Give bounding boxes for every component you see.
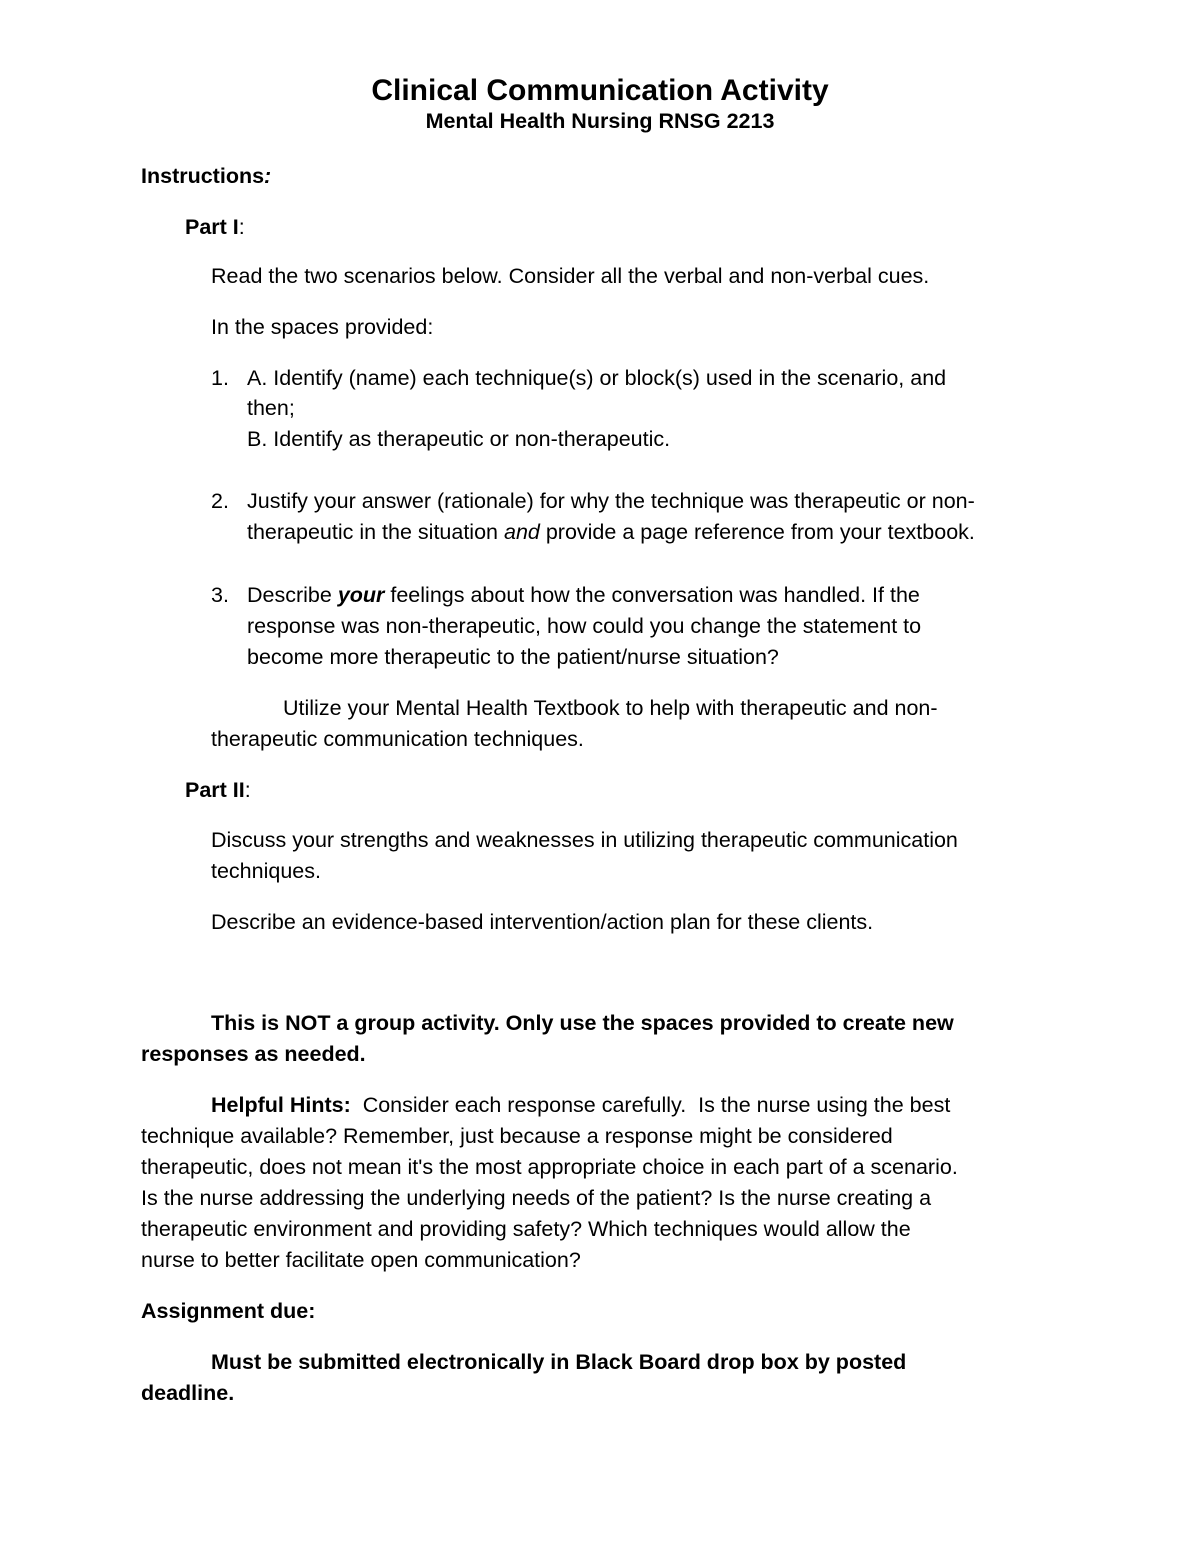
list-item-text: become more therapeutic to the patient/nurse situation? [247, 645, 779, 669]
list-item-number: 3. [211, 583, 229, 607]
hints-text: therapeutic, does not mean it's the most appropriate choice in each part of a scenario. [141, 1155, 958, 1179]
part2-label: Part II: [185, 778, 251, 802]
notice-text: responses as needed. [141, 1042, 366, 1066]
list-item-text: Describe your feelings about how the conversation was handled. If the [247, 583, 920, 607]
page-title: Clinical Communication Activity [371, 74, 829, 107]
part1-spaces: In the spaces provided: [211, 315, 434, 339]
list-item-text: B. Identify as therapeutic or non-therapeutic. [247, 427, 671, 451]
list-item-text: Justify your answer (rationale) for why the technique was therapeutic or non- [247, 489, 975, 513]
part1-label: Part I: [185, 215, 245, 239]
part2-discuss: Discuss your strengths and weaknesses in utilizing therapeutic communication [211, 828, 958, 852]
list-item-number: 2. [211, 489, 229, 513]
utilize-text: therapeutic communication techniques. [211, 727, 584, 751]
list-item-text: then; [247, 396, 295, 420]
list-item-text: response was non-therapeutic, how could you change the statement to [247, 614, 922, 638]
hints-text: therapeutic environment and providing safety? Which techniques would allow the [141, 1217, 911, 1241]
part2-describe: Describe an evidence-based intervention/action plan for these clients. [211, 910, 874, 934]
due-text: Must be submitted electronically in Black Board drop box by posted [211, 1350, 907, 1374]
due-text: deadline. [141, 1381, 235, 1405]
hints-text: Is the nurse addressing the underlying needs of the patient? Is the nurse creating a [141, 1186, 932, 1210]
due-heading: Assignment due: [141, 1299, 316, 1323]
notice-text: This is NOT a group activity. Only use the spaces provided to create new [211, 1011, 954, 1035]
hints-text: nurse to better facilitate open communication? [141, 1248, 581, 1272]
hints-text: Helpful Hints: Consider each response carefully. Is the nurse using the best [211, 1093, 951, 1117]
part1-intro: Read the two scenarios below. Consider all the verbal and non-verbal cues. [211, 264, 930, 288]
part2-discuss: techniques. [211, 859, 321, 883]
instructions-heading: Instructions: [141, 164, 272, 188]
page-subtitle: Mental Health Nursing RNSG 2213 [425, 109, 775, 133]
utilize-text: Utilize your Mental Health Textbook to help with therapeutic and non- [283, 696, 938, 720]
list-item-text: therapeutic in the situation and provide a page reference from your textbook. [247, 520, 975, 544]
hints-text: technique available? Remember, just because a response might be considered [141, 1124, 893, 1148]
list-item-number: 1. [211, 366, 229, 390]
list-item-text: A. Identify (name) each technique(s) or block(s) used in the scenario, and [247, 366, 947, 390]
